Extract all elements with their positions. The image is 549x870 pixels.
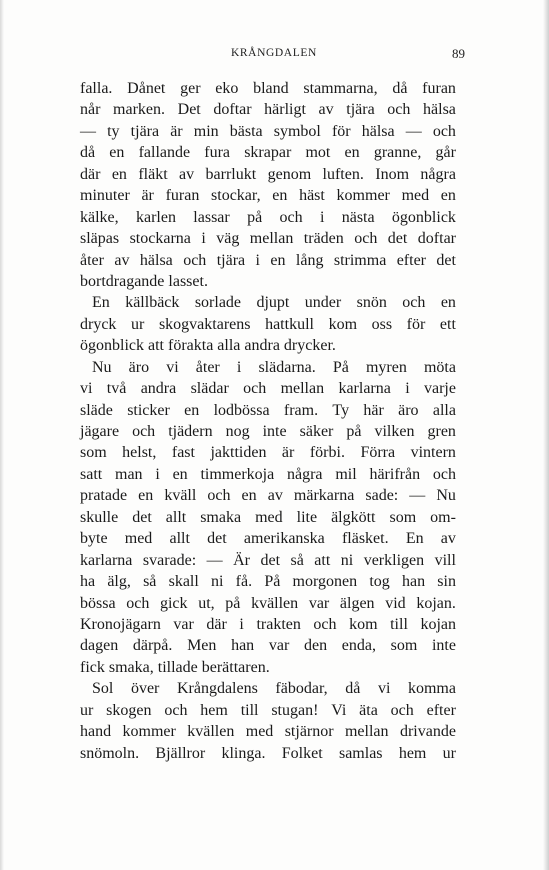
- text-line: pratade en kväll och en av märkarna sade: — Nu: [80, 487, 456, 505]
- text-line: karlarna svarade: — Är det så att ni verkligen vill: [80, 551, 456, 569]
- text-line: byte med allt det amerikanska fläsket. En av: [80, 530, 456, 548]
- text-line: En källbäck sorlade djupt under snön och en: [92, 294, 456, 312]
- text-line: skulle det allt smaka med lite älgkött som om-: [80, 508, 456, 526]
- text-line: släpas stockarna i väg mellan träden och det doftar: [80, 230, 456, 248]
- text-line: når marken. Det doftar härligt av tjära och hälsa: [80, 101, 456, 119]
- text-line: ur skogen och hem till stugan! Vi äta och efter: [80, 701, 456, 719]
- text-line: bortdragande lasset.: [80, 272, 208, 290]
- body-text: [80, 78, 456, 764]
- text-line: hand kommer kvällen med stjärnor mellan drivande: [80, 723, 456, 741]
- text-line: släde sticker en lodbössa fram. Ty här äro alla: [80, 401, 456, 419]
- text-line: satt man i en timmerkoja några mil härifrån och: [80, 465, 456, 483]
- text-line: vi två andra slädar och mellan karlarna i varje: [80, 380, 456, 398]
- text-line: kälke, karlen lassar på och i nästa ögonblick: [80, 208, 456, 226]
- text-line: — ty tjära är min bästa symbol för hälsa — och: [80, 122, 456, 140]
- page-edge-right: [543, 0, 549, 870]
- text-line: ha älg, så skall ni få. På morgonen tog han sin: [80, 573, 456, 591]
- text-line: dagen därpå. Men han var den enda, som inte: [80, 637, 456, 655]
- text-line: dryck ur skogvaktarens hattkull kom oss för ett: [80, 315, 456, 333]
- running-head: KRÅNGDALEN: [231, 47, 317, 59]
- text-line: snömoln. Bjällror klinga. Folket samlas hem ur: [80, 744, 456, 762]
- text-line: jägare och tjädern nog inte säker på vilken gren: [80, 423, 456, 440]
- text-line: Nu äro vi åter i slädarna. På myren möta: [92, 358, 456, 376]
- text-line: falla. Dånet ger eko bland stammarna, då furan: [80, 80, 456, 97]
- text-line: bössa och gick ut, på kvällen var älgen vid kojan.: [80, 594, 456, 612]
- text-line: som helst, fast jakttiden är förbi. Förra vintern: [80, 444, 456, 462]
- text-line: åter av hälsa och tjära i en lång strimma efter det: [80, 251, 456, 269]
- page-number: 89: [452, 46, 465, 61]
- page-edge-left: [0, 0, 4, 870]
- text-line: då en fallande fura skrapar mot en granne, går: [80, 144, 456, 162]
- text-line: fick smaka, tillade berättaren.: [80, 658, 270, 676]
- text-line: där en fläkt av barrlukt genom luften. Inom några: [80, 165, 456, 183]
- text-line: Sol över Krångdalens fäbodar, då vi komma: [92, 680, 456, 698]
- text-line: minuter är furan stockar, en häst kommer med en: [80, 187, 456, 205]
- text-line: ögonblick att förakta alla andra drycker.: [80, 337, 336, 355]
- text-line: Kronojägarn var där i trakten och kom till kojan: [80, 615, 456, 633]
